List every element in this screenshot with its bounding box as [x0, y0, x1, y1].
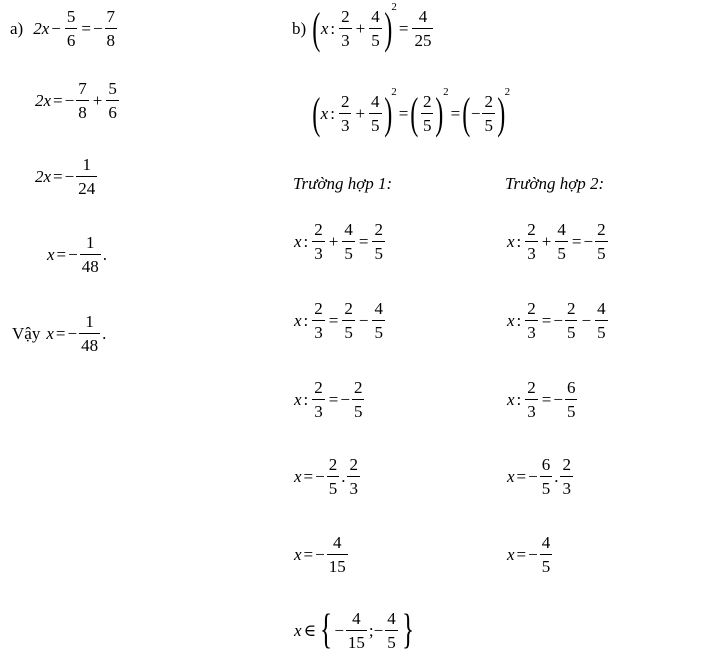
lhs: x [47, 244, 55, 264]
fraction [79, 313, 100, 354]
denominator: 15 [327, 554, 348, 575]
numerator: 2 [562, 455, 571, 474]
minus-sign: − [64, 90, 75, 110]
fraction [369, 8, 382, 49]
denominator: 3 [347, 476, 360, 497]
minus-sign: − [470, 103, 481, 123]
variable: x [507, 544, 515, 564]
numerator: 4 [418, 7, 428, 26]
fraction [595, 300, 608, 341]
fraction [65, 8, 78, 49]
minus-sign: − [583, 231, 594, 251]
variable: x [507, 466, 515, 486]
case-1-step-1 [294, 221, 387, 262]
right-paren: ) [497, 88, 506, 138]
fraction [385, 610, 398, 651]
case-2-step-1 [507, 221, 610, 262]
colon: : [303, 389, 309, 409]
equals: = [328, 389, 339, 409]
denominator: 6 [65, 28, 78, 49]
numerator: 4 [541, 533, 551, 552]
separator: ; [368, 620, 374, 640]
minus-sign: − [315, 544, 325, 564]
fraction [372, 221, 385, 262]
denominator: 5 [342, 241, 355, 262]
a-line-4 [47, 234, 107, 275]
colon: : [303, 310, 309, 330]
denominator: 5 [372, 241, 385, 262]
numerator: 2 [374, 220, 383, 239]
lhs: 2x [35, 90, 52, 110]
denominator: 3 [312, 320, 325, 341]
minus-sign: − [64, 166, 75, 186]
lhs: x [46, 323, 54, 343]
numerator: 2 [527, 220, 536, 239]
left-paren: ( [410, 88, 419, 138]
lhs: 2x [33, 18, 50, 38]
right-paren: ) [384, 3, 393, 53]
operator: + [355, 103, 366, 123]
fraction [327, 534, 348, 575]
denominator: 5 [352, 399, 365, 420]
fraction [312, 221, 325, 262]
numerator: 2 [422, 92, 432, 111]
variable: x [320, 18, 329, 38]
fraction [312, 379, 325, 420]
equals: = [398, 18, 409, 38]
numerator: 2 [597, 220, 606, 239]
denominator: 3 [525, 241, 538, 262]
b-line-1 [292, 0, 435, 53]
numerator: 2 [527, 299, 536, 318]
denominator: 5 [540, 554, 553, 575]
denominator: 6 [106, 100, 119, 121]
minus-sign: − [68, 244, 78, 264]
numerator: 2 [341, 7, 350, 26]
case-2-step-5 [507, 534, 554, 575]
denominator: 5 [372, 320, 385, 341]
minus-sign: − [373, 620, 384, 640]
multiply-dot: . [554, 466, 559, 486]
variable: x [294, 620, 302, 640]
numerator: 4 [371, 92, 380, 111]
fraction [80, 234, 101, 275]
fraction [595, 221, 608, 262]
denominator: 3 [525, 399, 538, 420]
a-line-2 [35, 80, 121, 121]
colon: : [516, 310, 522, 330]
denominator: 8 [76, 100, 89, 121]
fraction [339, 93, 352, 134]
fraction [540, 534, 553, 575]
numerator: 2 [349, 455, 358, 474]
case-1-step-4 [294, 456, 362, 497]
equals: = [398, 103, 409, 123]
colon: : [330, 103, 335, 123]
variable: x [294, 544, 302, 564]
case-1-title: Trường hợp 1: [293, 174, 393, 193]
denominator: 8 [105, 28, 118, 49]
numerator: 2 [314, 299, 323, 318]
minus-sign: − [334, 620, 344, 640]
fraction [346, 610, 367, 651]
denominator: 5 [421, 113, 434, 134]
right-brace: } [401, 606, 414, 653]
fraction [342, 221, 355, 262]
parenthesized-group [312, 0, 397, 53]
minus-sign: − [67, 323, 78, 343]
case-1-step-2 [294, 300, 387, 341]
fraction [105, 8, 118, 49]
case-2-title: Trường hợp 2: [505, 174, 605, 193]
a-line-1 [10, 8, 119, 49]
equals: = [56, 244, 67, 264]
variable: x [294, 231, 302, 251]
denominator: 5 [595, 241, 608, 262]
numerator: 4 [332, 533, 342, 552]
numerator: 4 [387, 609, 396, 628]
numerator: 4 [371, 7, 380, 26]
equals: = [516, 544, 527, 564]
numerator: 1 [82, 155, 91, 174]
b-line-2 [312, 85, 511, 138]
parenthesized-group [462, 85, 511, 138]
conclusion-word: Vậy [12, 323, 41, 343]
fraction [347, 456, 360, 497]
operator: − [51, 18, 61, 38]
result-set [294, 606, 416, 653]
denominator: 5 [369, 113, 382, 134]
variable: x [507, 389, 515, 409]
equals: = [303, 466, 314, 486]
colon: : [330, 18, 336, 38]
denominator: 15 [346, 630, 367, 651]
fraction [327, 456, 340, 497]
denominator: 5 [369, 28, 382, 49]
multiply-dot: . [341, 466, 346, 486]
lhs: 2x [35, 166, 52, 186]
fraction [421, 93, 434, 134]
minus-sign: − [528, 466, 538, 486]
fraction [339, 8, 352, 49]
exponent: 2 [391, 0, 397, 13]
left-brace: { [320, 606, 333, 653]
numerator: 4 [557, 220, 566, 239]
numerator: 1 [85, 312, 94, 331]
numerator: 7 [78, 79, 87, 98]
element-of-symbol: ∈ [303, 620, 317, 640]
numerator: 2 [340, 92, 350, 111]
colon: : [516, 231, 522, 251]
variable: x [507, 231, 515, 251]
minus-sign: − [340, 389, 350, 409]
equals: = [450, 103, 461, 123]
exponent: 2 [443, 85, 449, 98]
parenthesized-group [410, 85, 449, 138]
fraction [352, 379, 365, 420]
denominator: 25 [412, 28, 433, 49]
fraction [76, 156, 97, 197]
denominator: 5 [385, 630, 398, 651]
numerator: 4 [344, 220, 353, 239]
fraction [312, 300, 325, 341]
a-line-3 [35, 156, 99, 197]
left-paren: ( [462, 88, 471, 138]
case-2-step-3 [507, 379, 579, 420]
fraction [525, 300, 538, 341]
fraction [412, 8, 433, 49]
denominator: 5 [595, 320, 608, 341]
minus-sign: − [528, 544, 538, 564]
denominator: 3 [560, 476, 573, 497]
denominator: 5 [565, 399, 578, 420]
operator: + [328, 231, 339, 251]
fraction [565, 379, 578, 420]
equals: = [516, 466, 527, 486]
numerator: 2 [566, 299, 576, 318]
numerator: 4 [597, 299, 606, 318]
equals: = [358, 231, 369, 251]
denominator: 48 [79, 333, 100, 354]
equals: = [571, 231, 582, 251]
case-1-step-3 [294, 379, 366, 420]
denominator: 3 [339, 28, 352, 49]
numerator: 5 [66, 7, 76, 26]
numerator: 2 [344, 299, 353, 318]
denominator: 3 [312, 399, 325, 420]
denominator: 5 [327, 476, 340, 497]
colon: : [516, 389, 522, 409]
equals: = [328, 310, 339, 330]
right-paren: ) [435, 88, 444, 138]
numerator: 2 [484, 92, 493, 111]
numerator: 4 [352, 609, 361, 628]
denominator: 5 [540, 476, 553, 497]
variable: x [294, 466, 302, 486]
numerator: 2 [328, 455, 338, 474]
fraction [482, 93, 495, 134]
fraction [565, 300, 578, 341]
equals: = [303, 544, 314, 564]
minus-sign: − [315, 466, 325, 486]
fraction [342, 300, 355, 341]
denominator: 3 [312, 241, 325, 262]
numerator: 4 [374, 299, 383, 318]
denominator: 3 [339, 113, 352, 134]
denominator: 5 [555, 241, 568, 262]
operator: + [92, 90, 103, 110]
fraction [76, 80, 89, 121]
numerator: 6 [541, 455, 551, 474]
operator: + [355, 18, 366, 38]
variable: x [320, 103, 329, 123]
minus-sign: − [553, 389, 563, 409]
left-paren: ( [312, 3, 321, 53]
equals: = [541, 389, 552, 409]
operator: − [581, 310, 592, 330]
fraction [555, 221, 568, 262]
denominator: 24 [76, 176, 97, 197]
part-b-label: b) [292, 18, 307, 38]
fraction [372, 300, 385, 341]
equals: = [55, 323, 66, 343]
numerator: 2 [353, 378, 363, 397]
colon: : [303, 231, 309, 251]
fraction [525, 221, 538, 262]
variable: x [294, 310, 302, 330]
case-2-step-4 [507, 456, 575, 497]
part-a-label: a) [10, 18, 24, 38]
denominator: 3 [525, 320, 538, 341]
a-conclusion [12, 313, 106, 354]
denominator: 5 [565, 320, 578, 341]
fraction [369, 93, 382, 134]
operator: − [358, 310, 369, 330]
operator: + [541, 231, 552, 251]
fraction [540, 456, 553, 497]
period: . [102, 323, 107, 343]
numerator: 2 [314, 378, 323, 397]
numerator: 7 [106, 7, 116, 26]
denominator: 48 [80, 254, 101, 275]
numerator: 5 [108, 79, 117, 98]
case-1-step-5 [294, 534, 350, 575]
numerator: 1 [85, 233, 95, 252]
equals: = [81, 18, 91, 38]
equals: = [541, 310, 552, 330]
numerator: 2 [314, 220, 323, 239]
fraction [560, 456, 573, 497]
denominator: 5 [342, 320, 355, 341]
minus-sign: − [92, 18, 103, 38]
minus-sign: − [553, 310, 563, 330]
left-paren: ( [312, 88, 321, 138]
equals: = [53, 90, 63, 110]
fraction [525, 379, 538, 420]
period: . [102, 244, 107, 264]
equals: = [53, 166, 63, 186]
exponent: 2 [391, 85, 397, 98]
exponent: 2 [504, 85, 511, 98]
parenthesized-group [312, 85, 397, 138]
fraction [106, 80, 119, 121]
numerator: 6 [566, 378, 576, 397]
numerator: 2 [527, 378, 536, 397]
variable: x [507, 310, 515, 330]
case-2-step-2 [507, 300, 610, 341]
variable: x [294, 389, 302, 409]
denominator: 5 [482, 113, 495, 134]
right-paren: ) [383, 88, 392, 138]
